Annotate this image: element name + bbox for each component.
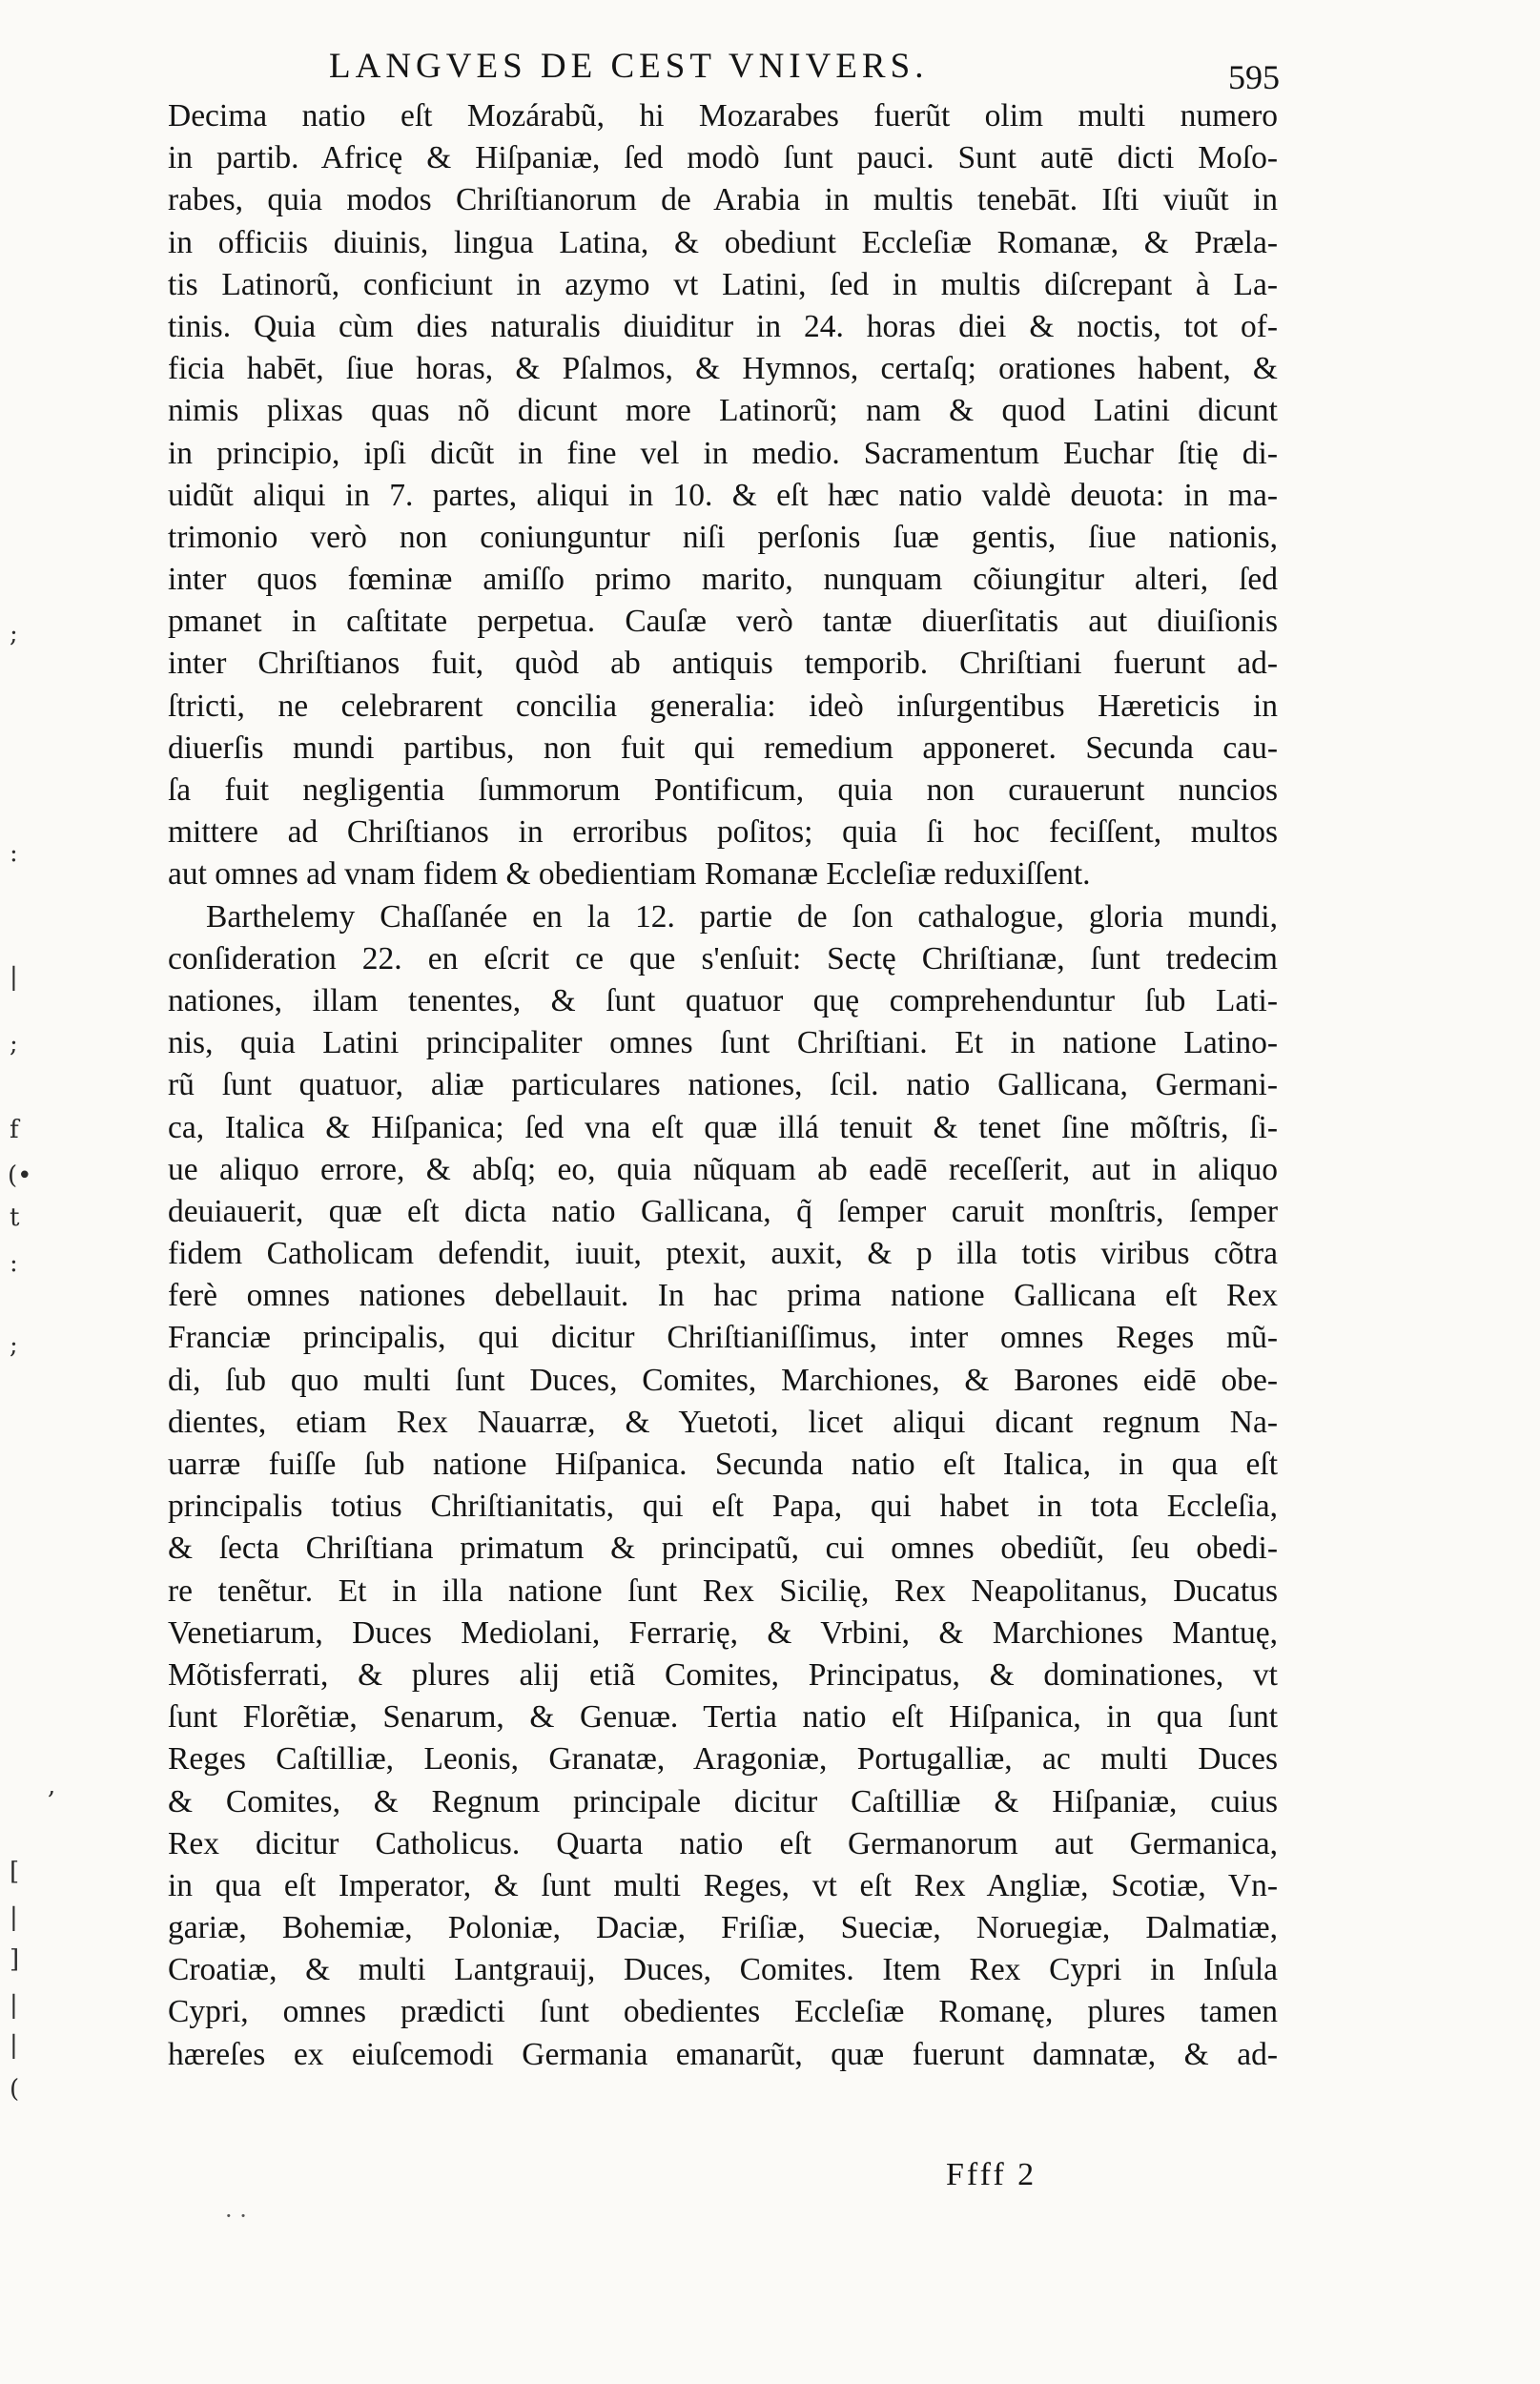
text-line: dientes, etiam Rex Nauarræ, & Yuetoti, licet aliqui dicant regnum Na- (168, 1404, 1278, 1440)
text-line: mittere ad Chriſtianos in erroribus poſitos; quia ſi hoc feciſſent, multos (168, 814, 1278, 851)
signature-mark: Ffff 2 (946, 2157, 1037, 2192)
margin-tick: ; (10, 1331, 18, 1360)
text-line: in officiis diuinis, lingua Latina, & obediunt Eccleſiæ Romanæ, & Præla- (168, 224, 1278, 260)
text-line: fidem Catholicam defendit, iuuit, ptexit, auxit, & p illa totis viribus cõtra (168, 1236, 1278, 1272)
text-line: Barthelemy Chaſſanée en la 12. partie de ſon cathalogue, gloria mundi, (206, 898, 1278, 935)
text-line: ſtricti, ne celebrarent concilia generalia: ideò inſurgentibus Hæreticis in (168, 688, 1278, 724)
text-line: Reges Caſtilliæ, Leonis, Granatæ, Aragoniæ, Portugalliæ, ac multi Duces (168, 1741, 1278, 1778)
margin-tick: ] (10, 1945, 20, 1974)
text-line: ca, Italica & Hiſpanica; ſed vna eſt quæ illá tenuit & tenet ſine mõſtris, ſi- (168, 1109, 1278, 1145)
margin-tick: | (10, 2031, 18, 2060)
text-line: rabes, quia modos Chriſtianorum de Arabia in multis tenebāt. Iſti viuũt in (168, 182, 1278, 218)
margin-tick: , (48, 1772, 56, 1800)
margin-tick: f (10, 1116, 19, 1144)
text-line: uarræ fuiſſe ſub natione Hiſpanica. Secunda natio eſt Italica, in qua eſt (168, 1447, 1278, 1482)
text-line: uidũt aliqui in 7. partes, aliqui in 10. & eſt hæc natio valdè deuota: in ma- (168, 477, 1278, 513)
text-line: di, ſub quo multi ſunt Duces, Comites, Marchiones, & Barones eidē obe- (168, 1362, 1278, 1398)
text-line: nis, quia Latini principaliter omnes ſunt Chriſtiani. Et in natione Latino- (168, 1025, 1278, 1061)
text-line: gariæ, Bohemiæ, Poloniæ, Daciæ, Friſiæ, Sueciæ, Noruegiæ, Dalmatiæ, (168, 1910, 1278, 1946)
text-line: ficia habēt, ſiue horas, & Pſalmos, & Hymnos, certaſq; orationes habent, & (168, 351, 1278, 387)
text-line: Rex dicitur Catholicus. Quarta natio eſt Germanorum aut Germanica, (168, 1825, 1278, 1861)
text-line: inter quos fœminæ amiſſo primo marito, nunquam cõiungitur alteri, ſed (168, 562, 1278, 598)
margin-tick: · · (225, 2203, 247, 2230)
text-line: inter Chriſtianos fuit, quòd ab antiquis temporib. Chriſtiani fuerunt ad- (168, 646, 1278, 682)
margin-tick: ; (10, 620, 18, 648)
text-line: Decima natio eſt Mozárabũ, hi Mozarabes fuerũt olim multi numero (168, 98, 1278, 134)
text-line: hæreſes ex eiuſcemodi Germania emanarũt, quæ fuerunt damnatæ, & ad- (168, 2036, 1278, 2072)
text-line: ferè omnes nationes debellauit. In hac prima natione Gallicana eſt Rex (168, 1278, 1278, 1314)
text-line: Venetiarum, Duces Mediolani, Ferrarię, & Vrbini, & Marchiones Mantuę, (168, 1614, 1278, 1651)
text-line: nationes, illam tenentes, & ſunt quatuor quę comprehenduntur ſub Lati- (168, 982, 1278, 1018)
text-line: ſa fuit negligentia ſummorum Pontificum, quia non curauerunt nuncios (168, 772, 1278, 808)
margin-tick: | (10, 1991, 18, 2020)
text-line: in partib. Africę & Hiſpaniæ, ſed modò ſunt pauci. Sunt autē dicti Moſo- (168, 140, 1278, 176)
margin-tick: ; (10, 1030, 18, 1058)
text-line: tinis. Quia cùm dies naturalis diuiditur in 24. horas diei & noctis, tot of- (168, 308, 1278, 344)
text-line: Cypri, omnes prædicti ſunt obedientes Eccleſiæ Romanę, plures tamen (168, 1994, 1278, 2030)
text-line: Croatiæ, & multi Lantgrauij, Duces, Comites. Item Rex Cypri in Inſula (168, 1952, 1278, 1988)
running-head: LANGVES DE CEST VNIVERS. (329, 47, 929, 86)
margin-tick: | (10, 963, 18, 992)
text-line: tis Latinorũ, conficiunt in azymo vt Latini, ſed in multis diſcrepant à La- (168, 266, 1278, 302)
text-line: pmanet in caſtitate perpetua. Cauſæ verò tantæ diuerſitatis aut diuiſionis (168, 604, 1278, 640)
margin-tick: [ (10, 1858, 20, 1886)
margin-tick: ( (10, 2075, 20, 2104)
text-line: Mõtisferrati, & plures alij etiã Comites, Principatus, & dominationes, vt (168, 1656, 1278, 1693)
page-number: 595 (1228, 58, 1280, 96)
text-line: aut omnes ad vnam fidem & obedientiam Romanæ Eccleſiæ reduxiſſent. (168, 856, 1091, 893)
margin-tick: t (10, 1203, 20, 1232)
margin-tick: : (10, 1249, 18, 1278)
text-line: principalis totius Chriſtianitatis, qui eſt Papa, qui habet in tota Eccleſia, (168, 1489, 1278, 1525)
text-line: ue aliquo errore, & abſq; eo, quia nũquam ab eadē receſſerit, aut in aliquo (168, 1151, 1278, 1187)
text-line: trimonio verò non coniunguntur niſi perſonis ſuæ gentis, ſiue nationis, (168, 519, 1278, 555)
text-line: conſideration 22. en eſcrit ce que s'enſuit: Sectę Chriſtianæ, ſunt tredecim (168, 940, 1278, 976)
text-line: in qua eſt Imperator, & ſunt multi Reges, vt eſt Rex Angliæ, Scotiæ, Vn- (168, 1867, 1278, 1903)
text-line: & ſecta Chriſtiana primatum & principatũ, cui omnes obediũt, ſeu obedi- (168, 1531, 1278, 1567)
text-line: in principio, ipſi dicũt in fine vel in medio. Sacramentum Euchar ſtię di- (168, 435, 1278, 471)
margin-tick: (• (8, 1161, 32, 1190)
text-line: Franciæ principalis, qui dicitur Chriſtianiſſimus, inter omnes Reges mũ- (168, 1320, 1278, 1356)
text-line: re tenẽtur. Et in illa natione ſunt Rex Sicilię, Rex Neapolitanus, Ducatus (168, 1572, 1278, 1609)
text-line: diuerſis mundi partibus, non fuit qui remedium apponeret. Secunda cau- (168, 730, 1278, 766)
text-line: nimis plixas quas nõ dicunt more Latinorũ; nam & quod Latini dicunt (168, 393, 1278, 429)
text-line: rũ ſunt quatuor, aliæ particulares nationes, ſcil. natio Gallicana, Germani- (168, 1067, 1278, 1103)
margin-tick: | (10, 1903, 18, 1932)
text-line: & Comites, & Regnum principale dicitur Caſtilliæ & Hiſpaniæ, cuius (168, 1783, 1278, 1819)
margin-tick: : (10, 839, 18, 868)
body-text (168, 95, 1278, 2076)
text-line: ſunt Florẽtiæ, Senarum, & Genuæ. Tertia natio eſt Hiſpanica, in qua ſunt (168, 1699, 1278, 1736)
text-line: deuiauerit, quæ eſt dicta natio Gallicana, q̃ ſemper caruit monſtris, ſemper (168, 1193, 1278, 1229)
